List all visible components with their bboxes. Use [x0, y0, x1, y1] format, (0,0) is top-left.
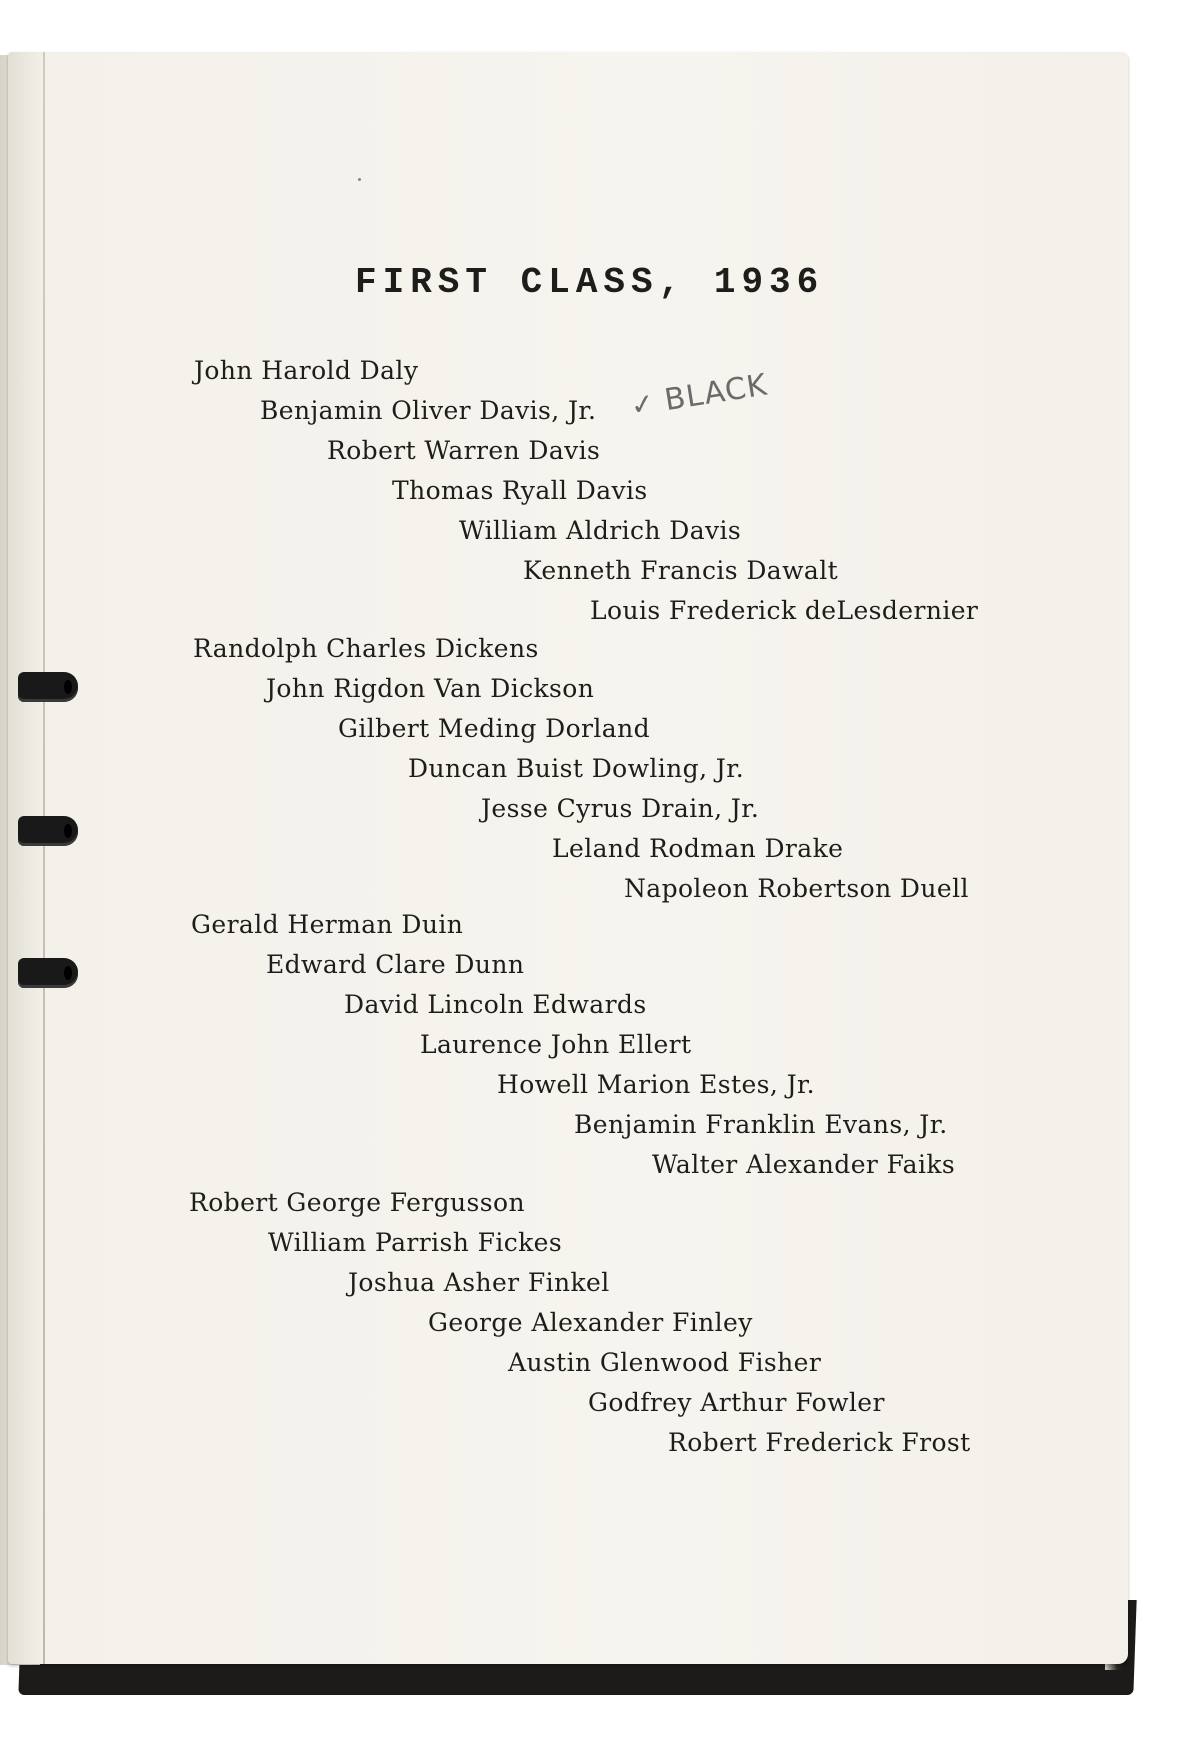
- list-item: David Lincoln Edwards: [344, 990, 647, 1019]
- list-item: John Rigdon Van Dickson: [266, 674, 595, 703]
- list-item: Howell Marion Estes, Jr.: [497, 1070, 815, 1099]
- binding-ring-icon: [18, 672, 78, 702]
- list-item: Robert Frederick Frost: [668, 1428, 971, 1457]
- list-item: Louis Frederick deLesdernier: [590, 596, 979, 625]
- paper-speck: [358, 178, 361, 181]
- list-item: Robert George Fergusson: [189, 1188, 525, 1217]
- binding-ring-icon: [18, 958, 78, 988]
- list-item: Joshua Asher Finkel: [348, 1268, 610, 1297]
- list-item: Austin Glenwood Fisher: [508, 1348, 822, 1377]
- list-item: Jesse Cyrus Drain, Jr.: [481, 794, 760, 823]
- list-item: William Aldrich Davis: [459, 516, 742, 545]
- list-item: Walter Alexander Faiks: [652, 1150, 956, 1179]
- list-item: Robert Warren Davis: [327, 436, 601, 465]
- list-item: Gilbert Meding Dorland: [338, 714, 650, 743]
- list-item: Duncan Buist Dowling, Jr.: [408, 754, 745, 783]
- list-item: Benjamin Franklin Evans, Jr.: [574, 1110, 948, 1139]
- list-item: Thomas Ryall Davis: [392, 476, 648, 505]
- list-item: Godfrey Arthur Fowler: [588, 1388, 885, 1417]
- list-item: Randolph Charles Dickens: [193, 634, 539, 663]
- list-item: Napoleon Robertson Duell: [624, 874, 969, 903]
- list-item: Gerald Herman Duin: [191, 910, 464, 939]
- list-item: Benjamin Oliver Davis, Jr.: [260, 396, 597, 425]
- list-item: Edward Clare Dunn: [266, 950, 525, 979]
- list-item: William Parrish Fickes: [268, 1228, 563, 1257]
- binding-ring-icon: [18, 816, 78, 846]
- list-item: John Harold Daly: [194, 356, 419, 385]
- list-item: Leland Rodman Drake: [552, 834, 844, 863]
- spine-line: [43, 52, 45, 1664]
- list-item: Laurence John Ellert: [420, 1030, 692, 1059]
- list-item: George Alexander Finley: [428, 1308, 753, 1337]
- list-item: Kenneth Francis Dawalt: [523, 556, 839, 585]
- check-mark-icon: ✓: [628, 386, 658, 423]
- page-title: FIRST CLASS, 1936: [355, 262, 825, 303]
- annotation-text: BLACK: [662, 367, 770, 419]
